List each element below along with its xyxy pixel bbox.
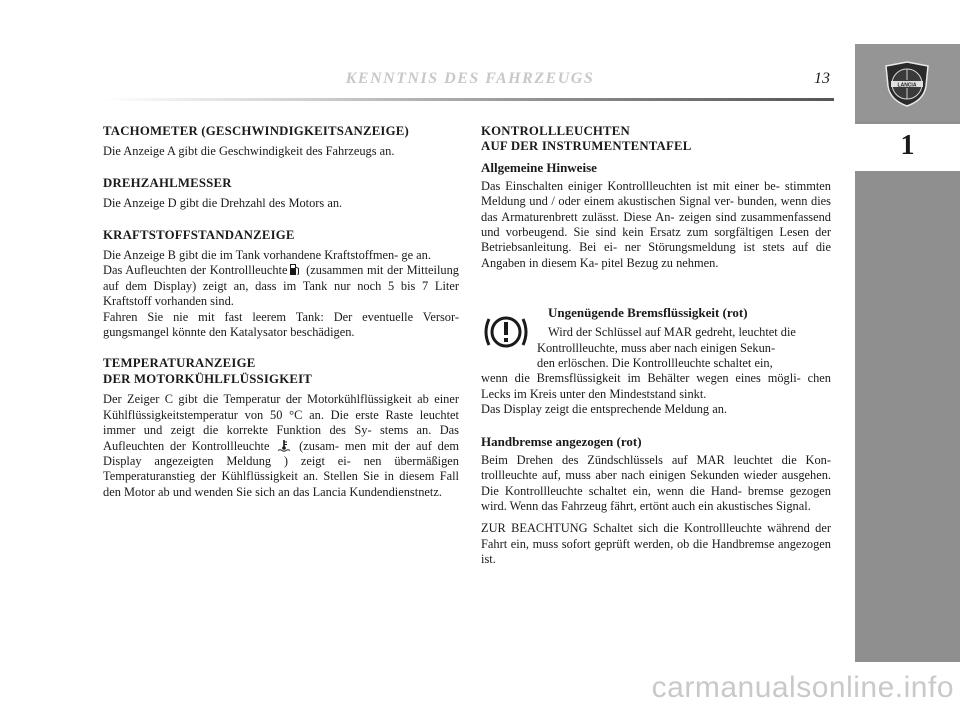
text-fuel-2	[103, 263, 459, 309]
text-handbrake: Beim Drehen des Zündschlüssels auf MAR leuchtet die Kon- trollleuchte auf, muss aber nach einigen Sekunden wieder ausgehen. Die Kontrollleuchte schaltet ein, wenn die Hand- bremse gezogen wird. Wenn das Fahrzeug fährt, ertönt auch ein akustisches Signal.	[481, 452, 831, 513]
text-tachometer: Die Anzeige A gibt die Geschwindigkeit des Fahrzeugs an.	[103, 144, 395, 159]
heading-warning-lights-1: KONTROLLLEUCHTEN	[481, 124, 630, 138]
heading-temperature-2: DER MOTORKÜHLFLÜSSIGKEIT	[103, 371, 313, 386]
text-general-notes: Das Einschalten einiger Kontrollleuchten ist mit einer be- stimmten Meldung und / oder einem akustischen Signal ver- bunden, wenn dies das Armaturenbrett zulässt. Diese An- zeigen sind zusammenfassend und vorbeugend. Sie sind kein Ersatz zum sorgfältigen Lesen der Betriebsanleitung. Bei ei- ner Störungsmeldung ist stets auf die Angaben in diesem Ka- pitel Bezug zu nehmen.	[481, 178, 831, 270]
heading-warning-lights-2: AUF DER INSTRUMENTENTAFEL	[481, 139, 692, 154]
heading-brake-fluid: Ungenügende Bremsflüssigkeit (rot)	[548, 305, 748, 321]
text-fuel-1: Die Anzeige B gibt die im Tank vorhandene Kraftstoffmen- ge an.	[103, 248, 431, 263]
brake-warning-icon	[481, 309, 531, 355]
text-brake-fluid-line1: Wird der Schlüssel auf MAR gedreht, leuchtet die	[548, 325, 796, 340]
section-tachometer	[103, 124, 459, 160]
page-number: 13	[814, 70, 830, 87]
text-brake-fluid-line2: Kontrollleuchte, muss aber nach einigen Sekun-	[537, 340, 776, 355]
heading-warning-lights	[481, 124, 831, 155]
text-brake-fluid-rest: wenn die Bremsflüssigkeit im Behälter wegen eines mögli- chen Lecks im Kreis unter den Mindeststand sinkt.	[481, 371, 831, 401]
text-temperature-2: (zusam- men mit der auf dem Display angezeigten Meldung ) zeigt ei- nen übermäßigen Temperaturanstieg der Kühlflüssigkeit an. Stellen Sie in diesem Fall den Motor ab und wenden Sie sich an das Lancia Kundendienstnetz.	[103, 438, 459, 499]
section-rpm	[103, 176, 459, 212]
text-handbrake-note: ZUR BEACHTUNG Schaltet sich die Kontrollleuchte während der Fahrt ein, muss sofort geprüft werden, ob die Handbremse angezogen ist.	[481, 521, 831, 567]
header-rule	[102, 98, 834, 101]
subheading-general-notes: Allgemeine Hinweise	[481, 159, 597, 175]
svg-text:LANCIA: LANCIA	[897, 82, 917, 89]
heading-temperature	[103, 356, 459, 387]
text-fuel-2b: (zusammen mit der Mitteilung auf dem Display) zeigt an, dass im Tank nur noch 5 bis 7 Liter Kraftstoff vorhanden sind.	[103, 263, 459, 309]
tab-body	[855, 174, 960, 662]
heading-temperature-1: TEMPERATURANZEIGE	[103, 356, 256, 371]
fuel-pump-icon	[289, 263, 300, 276]
text-brake-fluid	[481, 325, 831, 371]
section-temperature	[103, 356, 459, 500]
heading-tachometer: TACHOMETER (GESCHWINDIGKEITSANZEIGE)	[103, 124, 409, 138]
section-fuel	[103, 228, 459, 341]
text-rpm: Die Anzeige D gibt die Drehzahl des Motors an.	[103, 196, 343, 211]
chapter-number: 1	[900, 130, 915, 161]
section-handbrake	[481, 434, 831, 568]
left-column	[103, 124, 459, 516]
tab-chapter-box	[855, 124, 960, 171]
tab-top-spacer	[855, 0, 960, 44]
text-temperature	[103, 392, 459, 500]
heading-fuel: KRAFTSTOFFSTANDANZEIGE	[103, 227, 295, 242]
heading-rpm: DREHZAHLMESSER	[103, 175, 232, 190]
chapter-side-tab	[855, 0, 960, 709]
heading-handbrake: Handbremse angezogen (rot)	[481, 433, 642, 449]
text-brake-fluid-display: Das Display zeigt die entsprechende Meldung an.	[481, 402, 728, 417]
right-column	[481, 124, 831, 568]
text-brake-fluid-line3: den erlöschen. Die Kontrollleuchte schaltet ein,	[537, 356, 773, 371]
text-fuel-2a: Das Aufleuchten der Kontrollleuchte	[103, 263, 288, 278]
section-warning-lights	[481, 124, 831, 271]
tab-logo-area	[855, 44, 960, 121]
watermark-text: carmanualsonline.info	[651, 671, 954, 704]
lancia-logo-icon	[882, 60, 932, 108]
text-temperature-1: Der Zeiger C gibt die Temperatur der Motorkühlflüssigkeit ab einer Kühlflüssigkeitstemperatur von 50 °C an. Die erste Raste leuchtet immer und zeigt die korrekte Funktion des Sy- stems an. Das Aufleuchten der Kontrollleuchte	[103, 392, 459, 453]
section-brake-fluid	[481, 305, 831, 417]
text-fuel-3: Fahren Sie nie mit fast leerem Tank: Der eventuelle Versor- gungsmangel könnte den Katalysator beschädigen.	[103, 309, 459, 340]
running-title: KENNTNIS DES FAHRZEUGS	[345, 70, 595, 87]
coolant-temperature-icon	[277, 439, 291, 452]
